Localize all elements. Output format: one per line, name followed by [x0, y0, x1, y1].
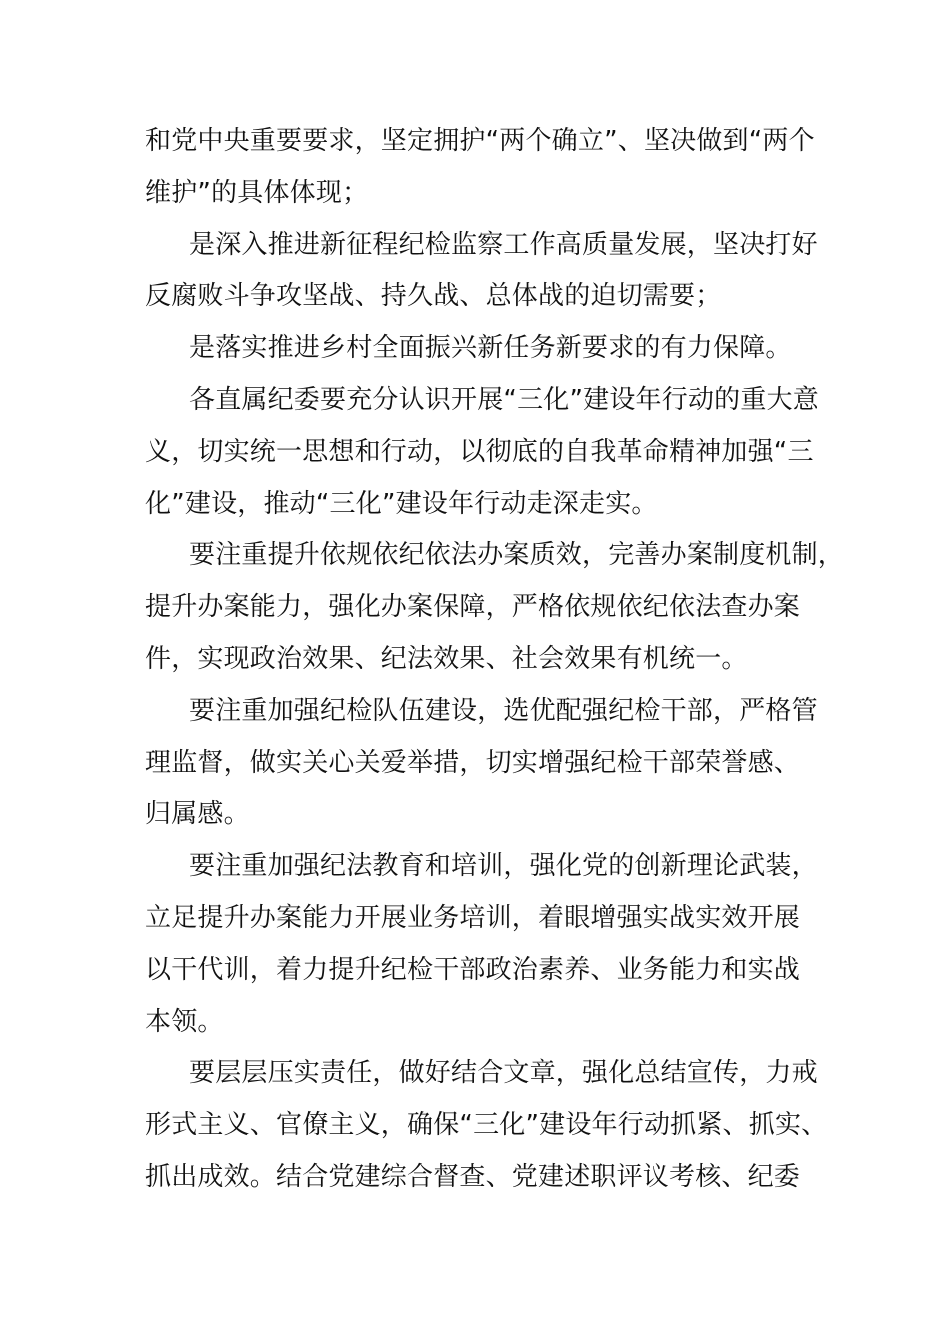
text-line: 理监督，做实关心关爱举措，切实增强纪检干部荣誉感、 [145, 747, 801, 778]
text-line: 义，切实统一思想和行动，以彻底的自我革命精神加强“三 [145, 436, 814, 467]
text-line: 和党中央重要要求，坚定拥护“两个确立”、坚决做到“两个 [145, 126, 815, 156]
text-line: 是深入推进新征程纪检监察工作高质量发展，坚决打好 [189, 229, 818, 260]
text-line: 各直属纪委要充分认识开展“三化”建设年行动的重大意 [189, 384, 819, 415]
text-line: 形式主义、官僚主义，确保“三化”建设年行动抓紧、抓实、 [145, 1110, 828, 1141]
text-line: 是落实推进乡村全面振兴新任务新要求的有力保障。 [189, 333, 792, 364]
text-line: 本领。 [145, 1006, 224, 1037]
text-line: 提升办案能力，强化办案保障，严格依规依纪依法查办案 [145, 592, 801, 623]
text-line: 反腐败斗争攻坚战、持久战、总体战的迫切需要； [145, 281, 722, 312]
text-line: 要层层压实责任，做好结合文章，强化总结宣传，力戒 [189, 1058, 818, 1089]
text-line: 立足提升办案能力开展业务培训，着眼增强实战实效开展 [145, 902, 801, 933]
text-line: 归属感。 [145, 799, 250, 830]
text-line: 要注重加强纪检队伍建设，选优配强纪检干部，严格管 [189, 695, 818, 726]
text-line: 抓出成效。结合党建综合督查、党建述职评议考核、纪委 [145, 1161, 801, 1192]
text-line: 以干代训，着力提升纪检干部政治素养、业务能力和实战 [145, 954, 801, 985]
text-line: 维护”的具体体现； [145, 177, 369, 208]
text-line: 要注重加强纪法教育和培训，强化党的创新理论武装， [189, 851, 818, 882]
text-line: 件，实现政治效果、纪法效果、社会效果有机统一。 [145, 643, 748, 674]
text-line: 要注重提升依规依纪依法办案质效，完善办案制度机制， [189, 540, 845, 571]
text-line: 化”建设，推动“三化”建设年行动走深走实。 [145, 488, 658, 519]
document-body-text [145, 116, 845, 1204]
